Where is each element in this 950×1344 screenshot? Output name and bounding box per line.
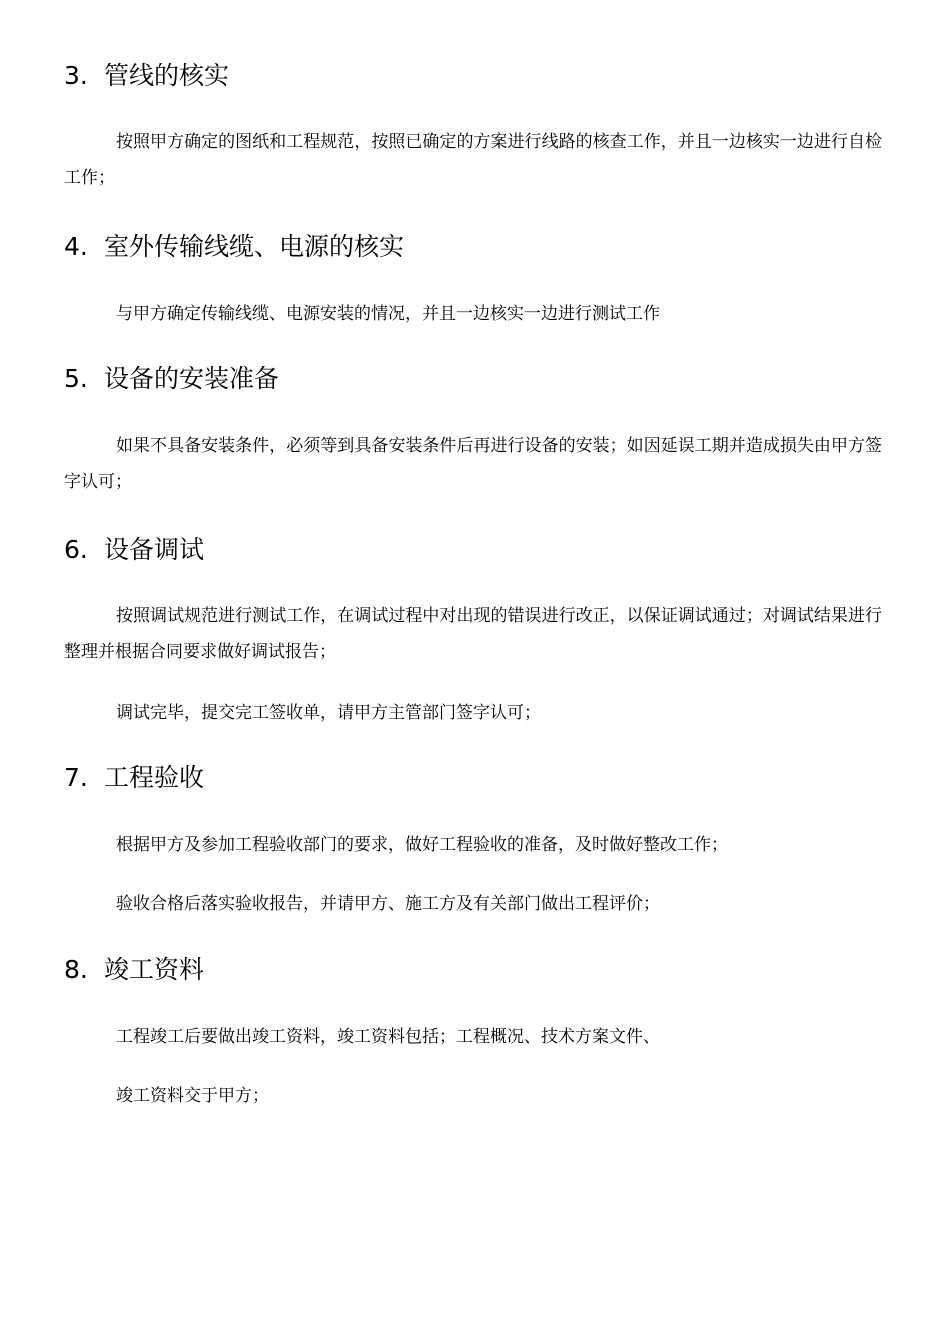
section-number: 7. bbox=[64, 763, 88, 792]
section-heading-5 bbox=[64, 364, 279, 394]
section-title: 室外传输线缆、电源的核实 bbox=[104, 232, 405, 261]
paragraph: 按照甲方确定的图纸和工程规范，按照已确定的方案进行线路的核查工作，并且一边核实一边进行自检工作； bbox=[64, 132, 882, 188]
section-title: 工程验收 bbox=[104, 763, 205, 792]
section-heading-8 bbox=[64, 955, 204, 985]
section-heading-7 bbox=[64, 763, 204, 793]
section-heading-3 bbox=[64, 61, 229, 91]
paragraph: 验收合格后落实验收报告，并请甲方、施工方及有关部门做出工程评价； bbox=[116, 894, 660, 914]
section-title: 设备的安装准备 bbox=[104, 364, 280, 393]
paragraph: 根据甲方及参加工程验收部门的要求，做好工程验收的准备，及时做好整改工作； bbox=[116, 835, 728, 855]
section-title: 管线的核实 bbox=[104, 61, 230, 90]
section-number: 8. bbox=[64, 955, 88, 984]
section-heading-4 bbox=[64, 232, 404, 262]
section-number: 5. bbox=[64, 364, 88, 393]
paragraph: 竣工资料交于甲方； bbox=[116, 1086, 269, 1106]
section-number: 6. bbox=[64, 535, 88, 564]
section-number: 3. bbox=[64, 61, 88, 90]
paragraph: 如果不具备安装条件，必须等到具备安装条件后再进行设备的安装；如因延误工期并造成损失由甲方签字认可； bbox=[64, 436, 882, 492]
paragraph: 调试完毕，提交完工签收单，请甲方主管部门签字认可； bbox=[116, 703, 541, 723]
section-number: 4. bbox=[64, 232, 88, 261]
section-title: 竣工资料 bbox=[104, 955, 205, 984]
paragraph: 与甲方确定传输线缆、电源安装的情况，并且一边核实一边进行测试工作 bbox=[116, 304, 660, 324]
paragraph: 工程竣工后要做出竣工资料，竣工资料包括；工程概况、技术方案文件、 bbox=[116, 1027, 660, 1047]
section-title: 设备调试 bbox=[104, 535, 205, 564]
paragraph: 按照调试规范进行测试工作，在调试过程中对出现的错误进行改正，以保证调试通过；对调试结果进行整理并根据合同要求做好调试报告； bbox=[64, 606, 882, 662]
section-heading-6 bbox=[64, 535, 204, 565]
